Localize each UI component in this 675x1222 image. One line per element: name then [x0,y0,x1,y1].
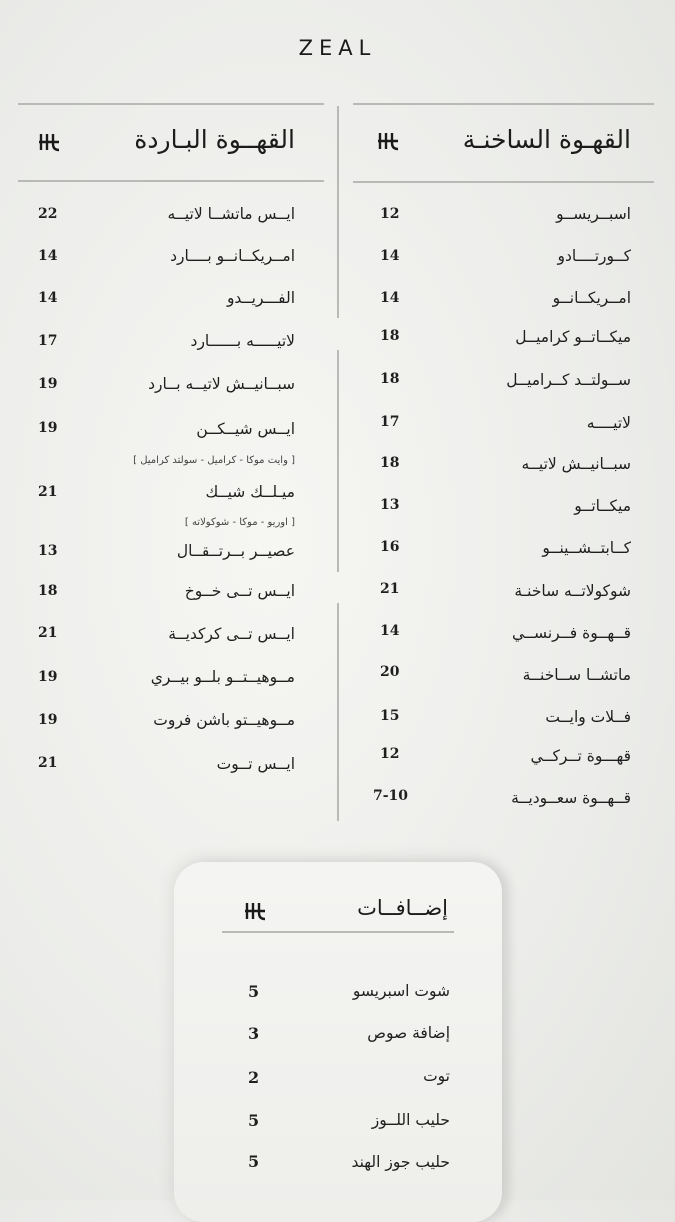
item-price: 16 [380,539,400,555]
list-item: ميكــاتــو [574,497,631,515]
item-price: 22 [38,206,58,222]
list-item: ميكــاتــو كراميــل [515,328,631,346]
heading-rule-right [353,181,654,183]
item-price: 20 [380,664,400,680]
list-item: ايــس تــى خــوخ [184,582,295,600]
item-price: 17 [380,414,400,430]
hot-coffee-heading: القهـوة الساخنـة [462,125,631,154]
column-divider-lower [337,603,339,821]
item-price: 17 [38,333,58,349]
item-price: 14 [38,290,58,306]
extras-card [174,862,502,1222]
item-price: 5 [248,1152,260,1171]
item-price: 18 [380,371,400,387]
list-item: عصيــر بــرتــقــال [176,542,295,560]
item-price: 14 [380,248,400,264]
item-price: 5 [248,1111,260,1130]
item-options-note: [ وايت موكا - كراميل - سولتد كراميل ] [133,455,295,466]
heading-rule-left [18,180,324,182]
list-item: كــورتــــادو [557,247,631,265]
list-item: توت [423,1067,450,1085]
item-price: 7-10 [373,788,409,804]
list-item: لاتيـــــه بــــــارد [190,332,295,350]
list-item: شوت اسبريسو [352,982,450,1000]
list-item: مــوهيــتــو بلــو بيــري [150,668,295,686]
top-rule-left [18,103,324,105]
list-item: اسبــريســو [556,205,631,223]
list-item: مــوهيــتو باشن فروت [153,711,295,729]
top-rule-right [353,103,654,105]
item-price: 21 [380,581,400,597]
item-price: 13 [380,497,400,513]
list-item: لاتيــــه [586,414,631,432]
list-item: سبــانيــش لاتيــه [521,455,631,473]
list-item: ايــس تــى كركديــة [168,625,295,643]
list-item: امــريكــانــو بــــارد [170,247,295,265]
item-price: 14 [380,623,400,639]
list-item: شوكولاتــه ساخنـة [514,582,631,600]
list-item: ايــس شيــكــن [196,420,295,438]
item-price: 3 [248,1024,260,1043]
list-item: قــهــوة فــرنســي [512,624,631,642]
list-item: ســولتــد كــراميــل [506,371,631,389]
item-price: 14 [380,290,400,306]
list-item: سبــانيــش لاتيــه بــارد [148,375,295,393]
item-price: 19 [38,712,58,728]
extras-heading-rule [222,931,454,933]
column-divider-middle [337,350,339,572]
item-price: 19 [38,669,58,685]
item-price: 21 [38,625,58,641]
extras-heading: إضــافــات [357,896,448,920]
list-item: ميـلــك شيــك [205,483,295,501]
list-item: فــلات وايــت [545,708,631,726]
item-price: 18 [38,583,58,599]
list-item: حليب اللــوز [371,1111,450,1129]
item-price: 12 [380,746,400,762]
item-price: 21 [38,484,58,500]
item-price: 18 [380,328,400,344]
item-price: 21 [38,755,58,771]
list-item: حليب جوز الهند [351,1153,450,1171]
list-item: إضافة صوص [367,1024,450,1042]
item-price: 5 [248,982,260,1001]
brand-logo: ZEAL [298,36,377,60]
cold-coffee-heading: القهــوة البـاردة [134,125,295,154]
column-divider-upper [337,106,339,318]
list-item: قهـــوة تــركــي [530,747,631,765]
item-price: 18 [380,455,400,471]
list-item: كــابتــشــينــو [542,539,631,557]
item-price: 15 [380,708,400,724]
list-item: الفـــريــدو [226,289,295,307]
brand-mark-icon [244,900,266,922]
list-item: ايــس تــوت [216,755,295,773]
list-item: ماتشــا ســاخنــة [522,666,631,684]
item-price: 12 [380,206,400,222]
item-price: 13 [38,543,58,559]
brand-mark-icon [38,131,60,153]
item-price: 19 [38,376,58,392]
brand-mark-icon [377,130,399,152]
list-item: قــهــوة سعــوديــة [511,789,631,807]
item-price: 2 [248,1068,260,1087]
list-item: امــريكــانــو [552,289,631,307]
list-item: ايــس ماتشــا لاتيــه [167,205,295,223]
item-options-note: [ اوريو - موكا - شوكولاته ] [184,517,295,528]
item-price: 19 [38,420,58,436]
item-price: 14 [38,248,58,264]
